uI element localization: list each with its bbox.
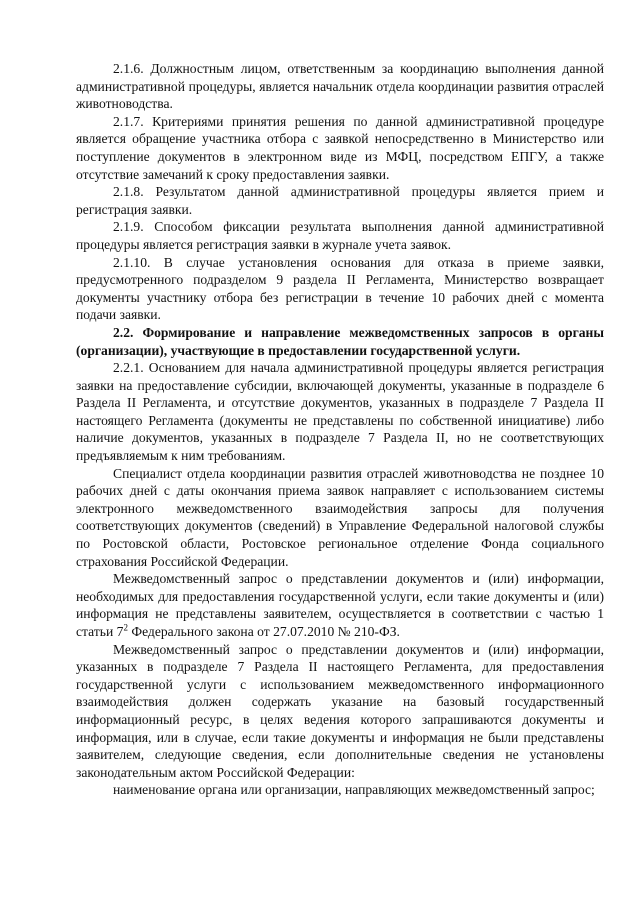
superscript-marker: 2	[123, 622, 128, 633]
paragraph-2-2-1: 2.2.1. Основанием для начала административной процедуры является регистрация заявки на предоставление субсидии, включающей документы, указанные в подразделе 6 Раздела II Регламента, и отсутствие документов, указанных в подразделе 7 Раздела II настоящего Регламента (документы не представлены по собственной инициативе) либо наличие документов, указанных в подразделе 7 Раздела II, но не соответствующих предъявляемым к ним требованиям.	[76, 360, 604, 464]
section-heading-2-2: 2.2. Формирование и направление межведомственных запросов в органы (организации), участвующие в предоставлении государственной услуги.	[76, 324, 604, 358]
paragraph-2-1-6: 2.1.6. Должностным лицом, ответственным за координацию выполнения данной административной процедуры, является начальник отдела координации развития отраслей животноводства.	[76, 61, 604, 112]
paragraph-2-1-9: 2.1.9. Способом фиксации результата выполнения данной административной процедуры является регистрация заявки в журнале учета заявок.	[76, 219, 604, 252]
paragraph-requesting-body-name: наименование органа или организации, направляющих межведомственный запрос;	[113, 782, 595, 798]
paragraph-interagency-request-content: Межведомственный запрос о представлении документов и (или) информации, указанных в подразделе 7 Раздела II настоящего Регламента, для предоставления государственной услуги с использованием межведомственного информационного взаимодействия должен содержать указание на базовый государственный информационный ресурс, в целях ведения которого запрашиваются документы и информация, или в случае, если такие документы и информация не были представлены заявителем, следующие сведения, если дополнительные сведения не установлены законодательным актом Российской Федерации:	[76, 641, 604, 780]
paragraph-interagency-request-basis	[76, 570, 604, 640]
paragraph-text: Межведомственный запрос о представлении документов и (или) информации, необходимых для предоставления государственной услуги, если такие документы и (или) информация не представлены заявителем, осуществляется в соответствии с частью 1 статьи 7	[76, 571, 604, 639]
paragraph-2-1-7: 2.1.7. Критериями принятия решения по данной административной процедуре является обращение участника отбора с заявкой непосредственно в Министерство или поступление документов в электронном виде из МФЦ, посредством ЕПГУ, а также отсутствие замечаний к сроку предоставления заявки.	[76, 113, 604, 182]
paragraph-2-1-8: 2.1.8. Результатом данной административной процедуры является прием и регистрация заявки.	[76, 184, 604, 217]
paragraph-specialist: Специалист отдела координации развития отраслей животноводства не позднее 10 рабочих дней с даты окончания приема заявок направляет с использованием системы электронного межведомственного взаимодействия запросы для получения соответствующих документов (сведений) в Управление Федеральной налоговой службы по Ростовской области, Ростовское региональное отделение Фонда социального страхования Российской Федерации.	[76, 465, 604, 569]
paragraph-2-1-10: 2.1.10. В случае установления основания для отказа в приеме заявки, предусмотренного подразделом 9 раздела II Регламента, Министерство возвращает документы участнику отбора без регистрации в течение 10 рабочих дней с момента подачи заявки.	[76, 254, 604, 323]
paragraph-text: Федерального закона от 27.07.2010 № 210-ФЗ.	[127, 624, 400, 639]
